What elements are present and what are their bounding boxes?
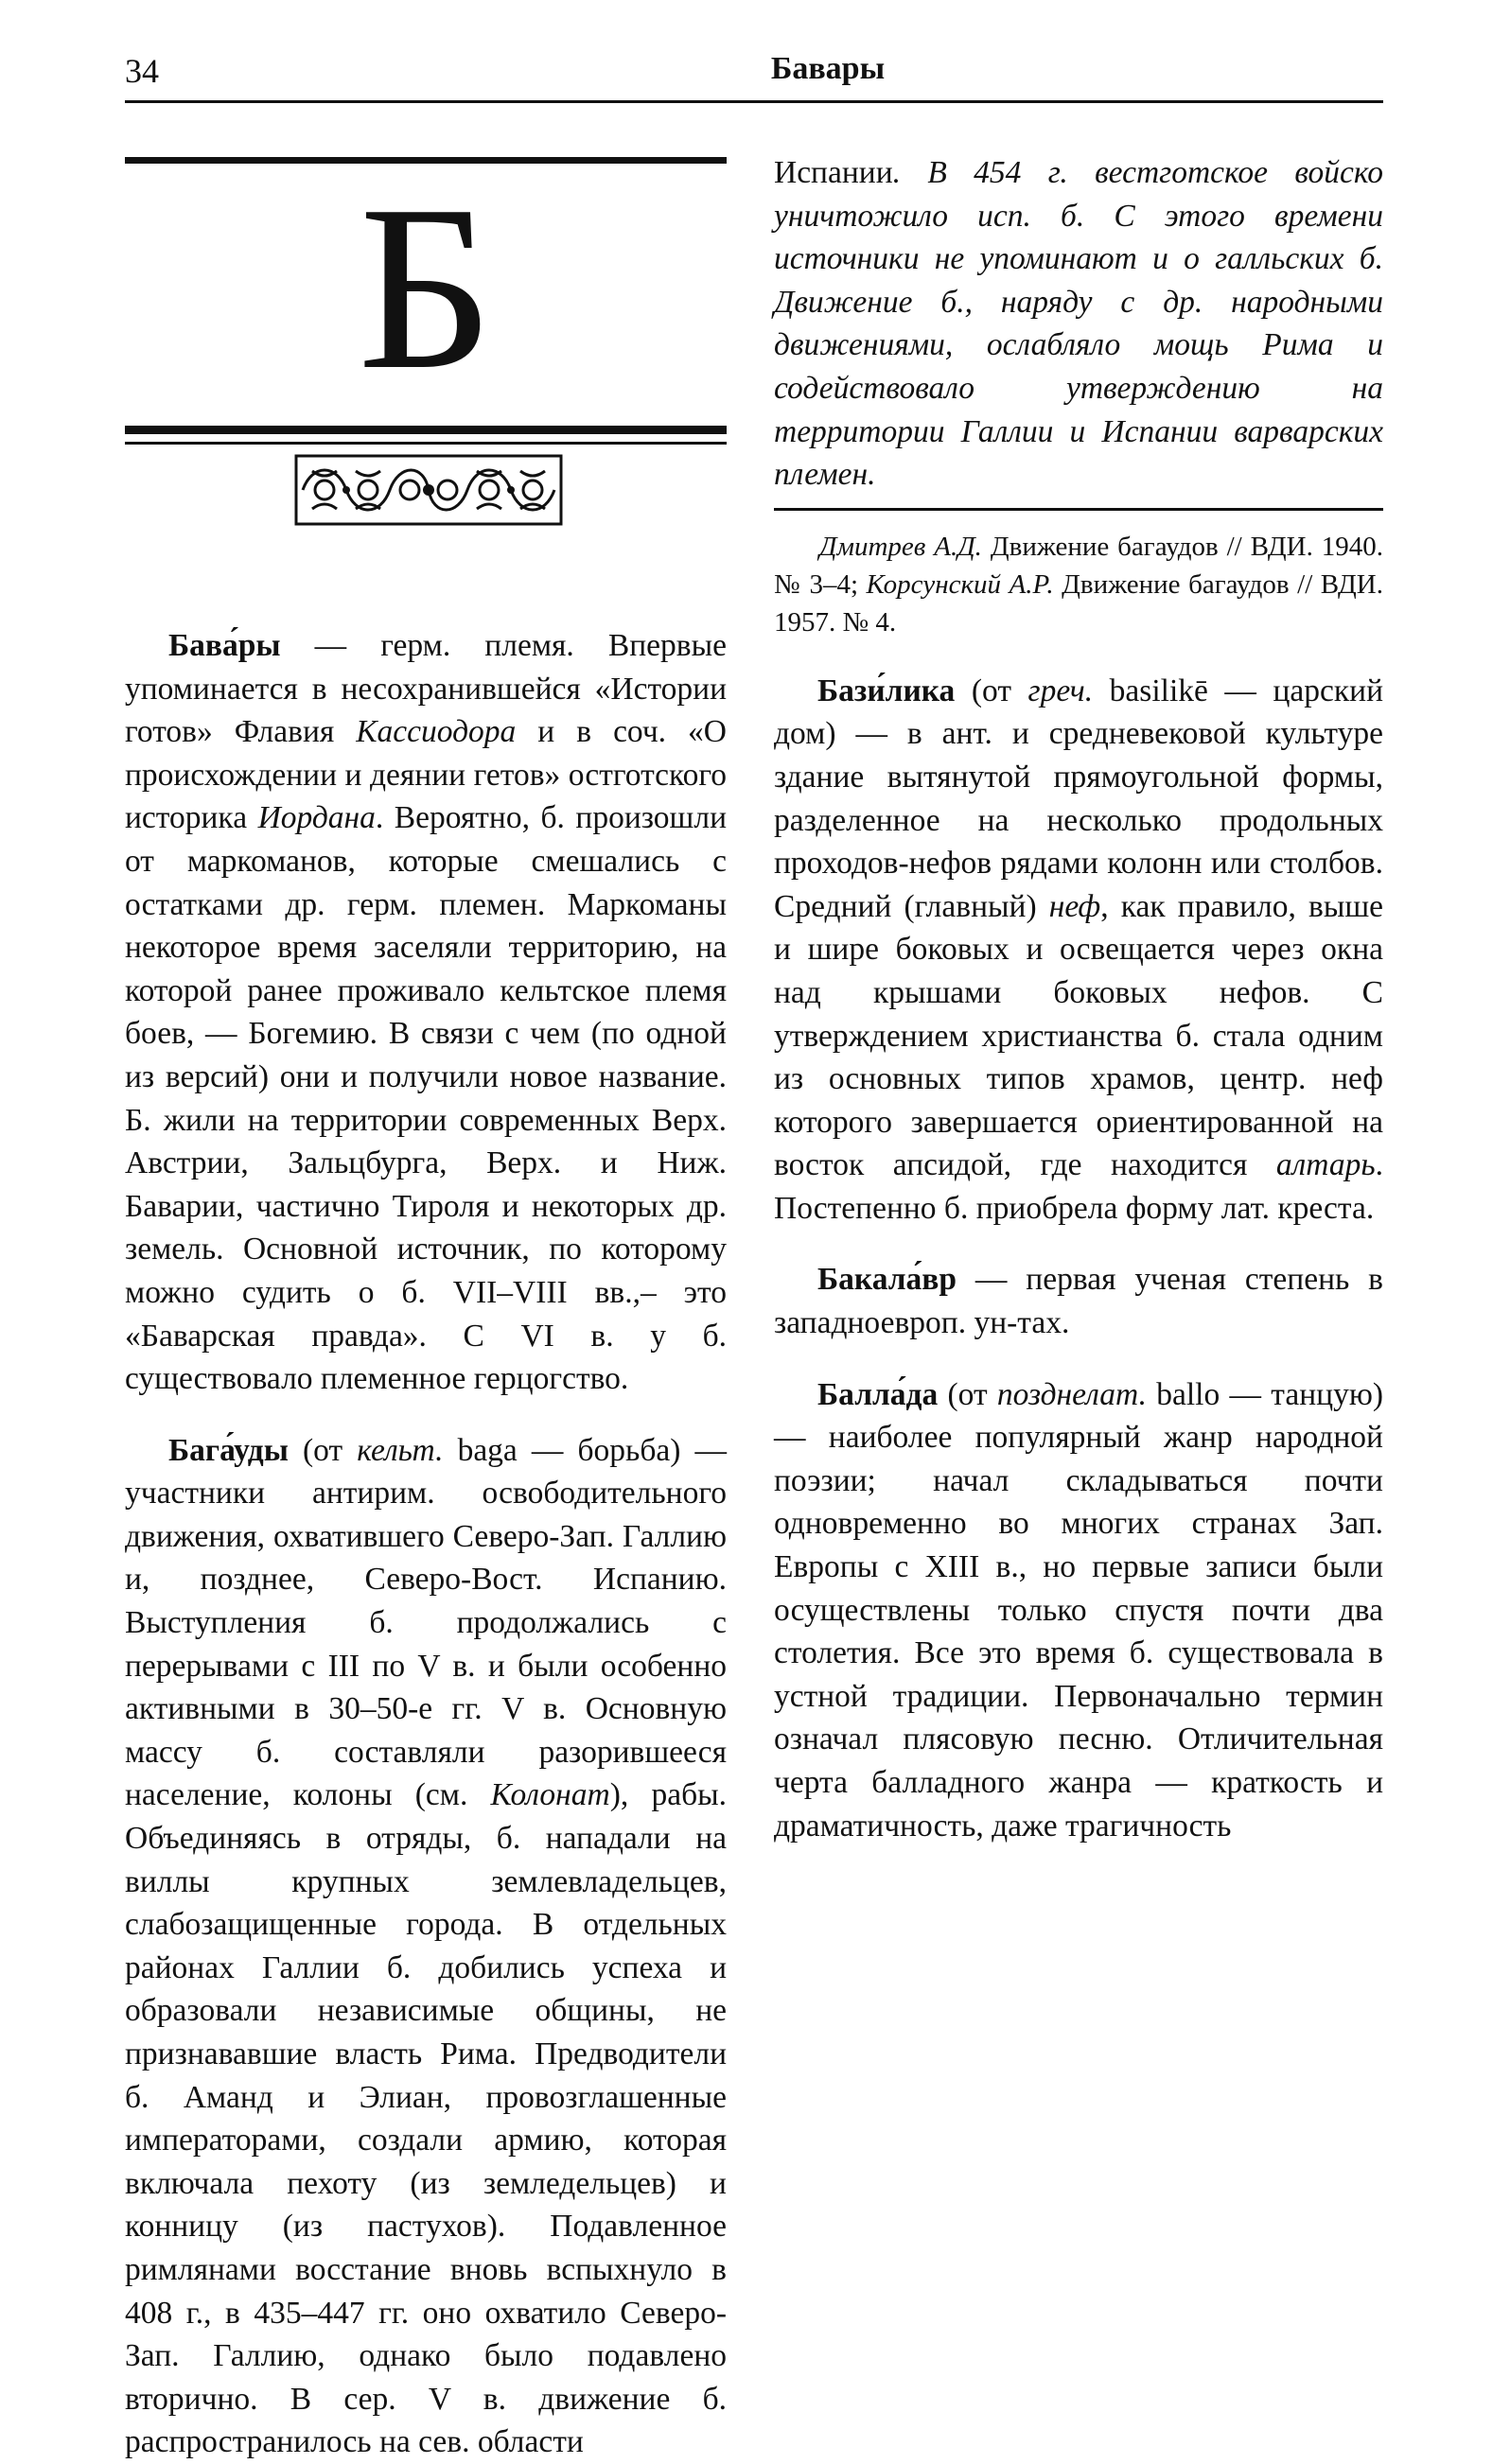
entry-bagaudy <box>125 1429 727 2464</box>
bibliography-rule <box>774 508 1383 511</box>
biblio-author: Корсунский А.Р. <box>866 568 1054 600</box>
entry-term: Бага́уды <box>168 1432 289 1468</box>
page-number: 34 <box>125 52 159 90</box>
entry-text: ballo — танцую) — наиболее популярный жанр народной поэзии; начал складываться почти одновременно во многих странах Зап. Европы с XIII в., но первые записи были осуществлены только спустя почти два столетия. Все это время б. существовала в устной традиции. Первоначально термин означал плясовую песню. Отличительная черта балладного жанра — краткость и драматичность, даже трагичность <box>774 1376 1383 1844</box>
running-head: Бавары <box>770 51 886 86</box>
cross-reference: Кассиодора <box>356 714 517 750</box>
cross-reference: . В 454 г. вестготское войско уничтожило исп. б. С этого времени источники не упоминают и о галльских б. Движение б., наряду с др. народными движениями, ослабляло мощь Рима и содействовало утверждению на территории Галлии и Испании варварских племен. <box>774 155 1383 493</box>
entry-text: basilikē — царский дом) — в ант. и средневековой культуре здание вытянутой прямоугольной формы, разделенное на несколько продольных проходов-нефов рядами колонн или столбов. Средний (главный) <box>774 673 1383 924</box>
entry-term: Бакала́вр <box>817 1262 957 1298</box>
entry-text: baga — борьба) — участники антирим. освободительного движения, охватившего Северо-Зап. Галлию и, позднее, Северо-Вост. Испанию. Выступления б. продолжались с перерывами с III по V в. и были особенно активными в 30–50-е гг. V в. Основную массу б. составляли разорившееся население, колоны (см. <box>125 1432 727 1813</box>
entry-text: (от <box>938 1376 997 1412</box>
entry-term: Балла́да <box>817 1376 939 1412</box>
bibliography <box>774 528 1383 641</box>
biblio-text: Движение багаудов // ВДИ. 1940. № 3–4; <box>774 531 1383 600</box>
entry-text: ), рабы. Объединяясь в отряды, б. нападали на виллы крупных землевладельцев, слабозащищенные города. В отдельных районах Галлии б. добились успеха и образовали независимые общины, не признававшие власть Рима. Предводители б. Аманд и Элиан, провозглашенные императорами, создали армию, которая включала пехоту (из земледельцев) и конницу (из пастухов). Подавленное римлянами восстание вновь вспыхнуло в 408 г., в 435–447 гг. оно охватило Северо-Зап. Галлию, однако было подавлено вторично. В сер. V в. движение б. распространилось на сев. области <box>125 1777 727 2460</box>
entry-bakalavr <box>774 1258 1383 1344</box>
entry-text: — первая ученая степень в западноевроп. ун-тах. <box>774 1262 1383 1341</box>
cross-reference: неф <box>1048 888 1101 924</box>
entry-text: . Вероятно, б. произошли от маркоманов, которые смешались с остатками др. герм. племен. Маркоманы некоторое время заселяли территорию, на которой ранее проживало кельтское племя боев, — Богемию. В связи с чем (по одной из версий) они и получили новое название. Б. жили на территории современных Верх. Австрии, Зальцбурга, Верх. и Ниж. Баварии, частично Тироля и некоторых др. земель. Основной источник, по которому можно судить о б. VII–VIII вв.,– это «Баварская правда». С VI в. у б. существовало племенное герцогство. <box>125 800 727 1397</box>
entry-text: . Постепенно б. приобрела форму лат. креста. <box>774 1147 1383 1226</box>
entry-text: (от <box>288 1432 358 1468</box>
biblio-author: Дмитрев А.Д. <box>819 531 982 562</box>
ornament-icon <box>293 452 564 528</box>
entry-text: — герм. племя. Впервые упоминается в несохранившейся «Истории готов» Флавия <box>125 628 727 750</box>
entry-ballada <box>774 1373 1383 1848</box>
entry-term: Бава́ры <box>168 628 281 663</box>
entry-text: и в соч. «О происхождении и деянии гетов» остготского историка <box>125 714 727 836</box>
biblio-text: Движение багаудов // ВДИ. 1957. № 4. <box>774 568 1383 638</box>
cross-reference: Колонат <box>490 1777 610 1813</box>
cross-reference: Иордана <box>257 800 376 836</box>
section-rule-bottom-thin <box>125 442 727 445</box>
header-rule <box>125 100 1383 103</box>
section-letter: Б <box>358 157 494 419</box>
entry-bagaudy-continued <box>774 151 1383 497</box>
section-letter-block <box>125 151 727 596</box>
entry-bazilika <box>774 670 1383 1231</box>
entry-bavary <box>125 624 727 1401</box>
section-rule-bottom-thick <box>125 426 727 434</box>
entry-term: Бази́лика <box>817 673 956 708</box>
cross-reference: алтарь <box>1275 1147 1376 1183</box>
language-label: позднелат. <box>996 1376 1147 1412</box>
entry-text: (от <box>955 673 1028 708</box>
entry-text: , как правило, выше и шире боковых и освещается через окна над крышами боковых нефов. С утверждением христианства б. стала одним из основных типов храмов, центр. неф которого завершается ориентированной на восток апсидой, где находится <box>774 888 1384 1183</box>
language-label: кельт. <box>357 1432 444 1468</box>
language-label: греч. <box>1027 673 1094 708</box>
left-column <box>125 151 727 2464</box>
entry-text: Испании <box>774 155 893 190</box>
right-column <box>774 151 1383 1847</box>
